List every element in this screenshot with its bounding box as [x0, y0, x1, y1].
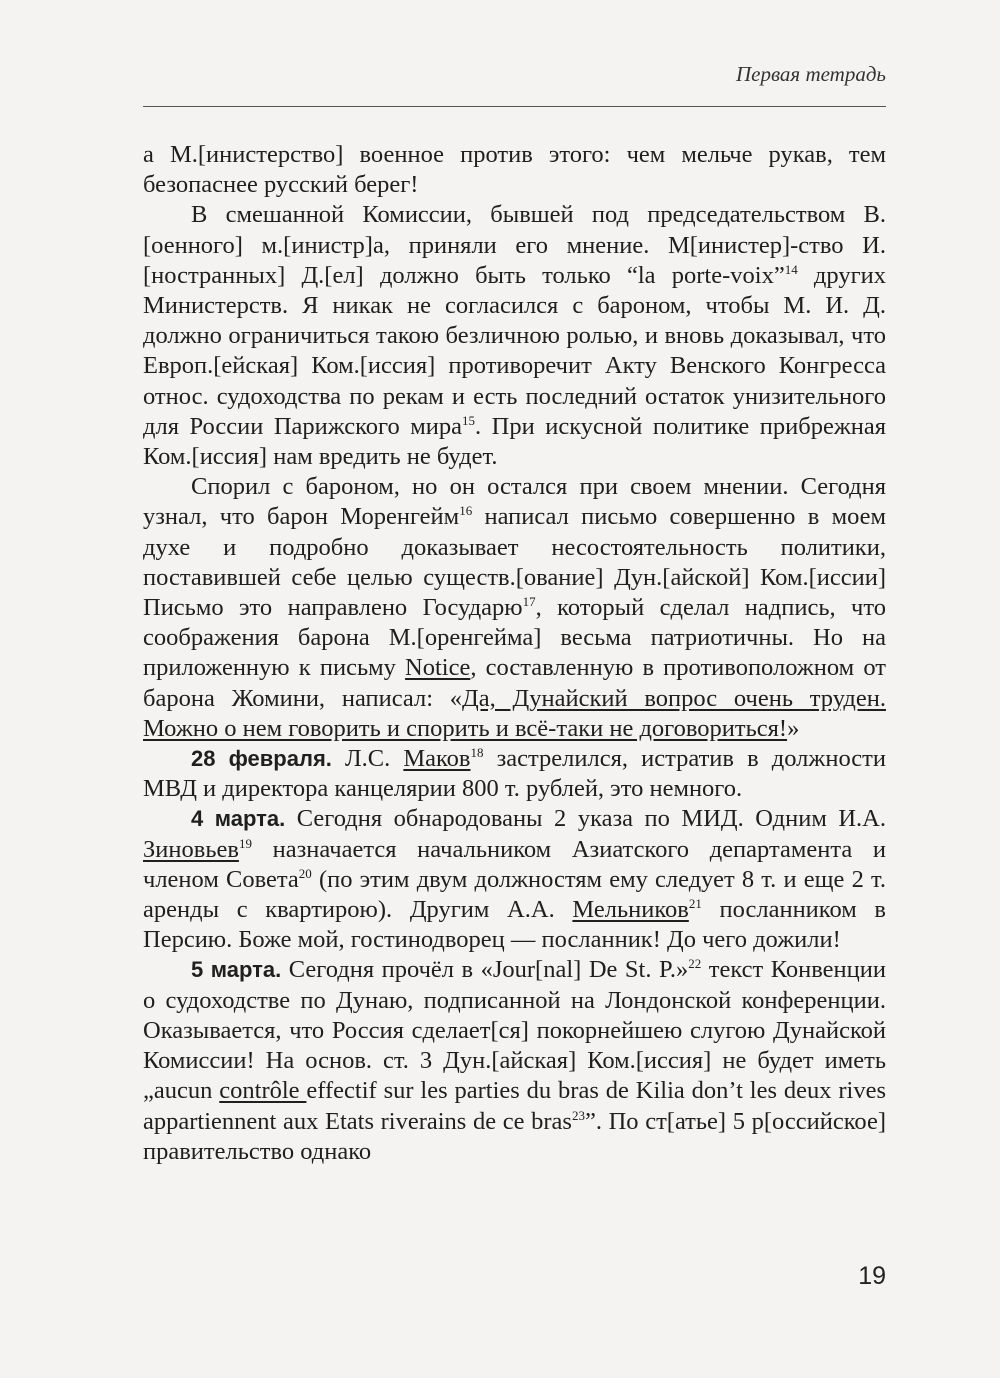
underlined-name: Зиновьев [143, 835, 239, 863]
page-body [143, 140, 886, 1167]
entry-date: 5 марта. [191, 957, 282, 983]
footnote-ref: 17 [522, 594, 536, 610]
underlined-text: contrôle [219, 1077, 307, 1105]
footnote-ref: 16 [459, 503, 473, 519]
header-rule [143, 106, 886, 107]
running-header: Первая тетрадь [735, 62, 886, 86]
footnote-ref: 18 [470, 745, 484, 761]
footnote-ref: 15 [462, 412, 475, 428]
underlined-text: Notice [405, 654, 471, 682]
underlined-name: Мельников [572, 896, 689, 924]
paragraph: Спорил с бароном, но он остался при своем мнении. Сегодня узнал, что барон Моренгейм$^{16}$ написал письмо совершенно в моем духе и подробно доказывает несостоятельность политики, поставившей себе целью существ.[ование] Дун.[айской] Ком.[иссии] Письмо это направлено Государю$^{17}$, который сделал надпись, что соображения барона М.[оренгейма] весьма патриотичны. Но на приложенную к письму Notice, составленную в противоположном от барона Жомини, написал: «Да, Дунайский вопрос очень труден. Можно о нем говорить и спорить и всё-таки не договориться!» [143, 473, 886, 742]
footnote-ref: 20 [298, 865, 312, 881]
entry-date: 4 марта. [191, 806, 286, 832]
footnote-ref: 22 [688, 956, 702, 972]
underlined-quote: Да, Дунайский вопрос очень труден. Можно о нем говорить и спорить и всё-таки не договориться! [143, 684, 886, 742]
footnote-ref: 19 [238, 835, 252, 851]
underlined-name: Маков [403, 745, 471, 773]
footnote-ref: 21 [688, 896, 702, 912]
diary-entry: 28 февраля. Л.С. Маков$^{18}$ застрелился, истратив в должности МВД и директора канцелярии 800 т. рублей, это немного. [143, 745, 886, 803]
page-number: 19 [858, 1262, 886, 1290]
footnote-ref: 23 [571, 1107, 585, 1123]
entry-date: 28 февраля. [191, 746, 332, 772]
footnote-ref: 14 [784, 261, 798, 277]
paragraph: а М.[инистерство] военное против этого: чем мельче рукав, тем безопаснее русский берег! [143, 141, 886, 199]
diary-entry: 5 марта. Сегодня прочёл в «Jour[nal] De St. P.»$^{22}$ текст Конвенции о судоходстве по Дунаю, подписанной на Лондонской конференции. Оказывается, что Россия сделает[ся] покорнейшею слугою Дунайской Комиссии! На основ. ст. 3 Дун.[айская] Ком.[иссия] не будет иметь „aucun contrôle effectif sur les parties du bras de Kilia don’t les deux rives appartiennent aux Etats riverains de ce bras$^{23}$”. По ст[атье] 5 р[оссийское] правительство однако [143, 956, 887, 1165]
diary-entry: 4 марта. Сегодня обнародованы 2 указа по МИД. Одним И.А. Зиновьев$^{19}$ назначается начальником Азиатского департамента и членом Совета$^{20}$ (по этим двум должностям ему следует 8 т. и еще 2 т. аренды с квартирою). Другим А.А. Мельников$^{21}$ посланником в Персию. Боже мой, гостинодворец — посланник! До чего дожили! [143, 805, 886, 954]
paragraph: В смешанной Комиссии, бывшей под председательством В.[оенного] м.[инистр]а, приняли его мнение. М[инистер]-ство И.[ностранных] Д.[ел] должно быть только “la porte-voix”$^{14}$ других Министерств. Я никак не согласился с бароном, чтобы М. И. Д. должно ограничиться такою безличною ролью, и вновь доказывал, что Европ.[ейская] Ком.[иссия] противоречит Акту Венского Конгресса относ. судоходства по рекам и есть последний остаток унизительного для России Парижского мира$^{15}$. При искусной политике прибрежная Ком.[иссия] нам вредить не будет. [143, 201, 886, 471]
